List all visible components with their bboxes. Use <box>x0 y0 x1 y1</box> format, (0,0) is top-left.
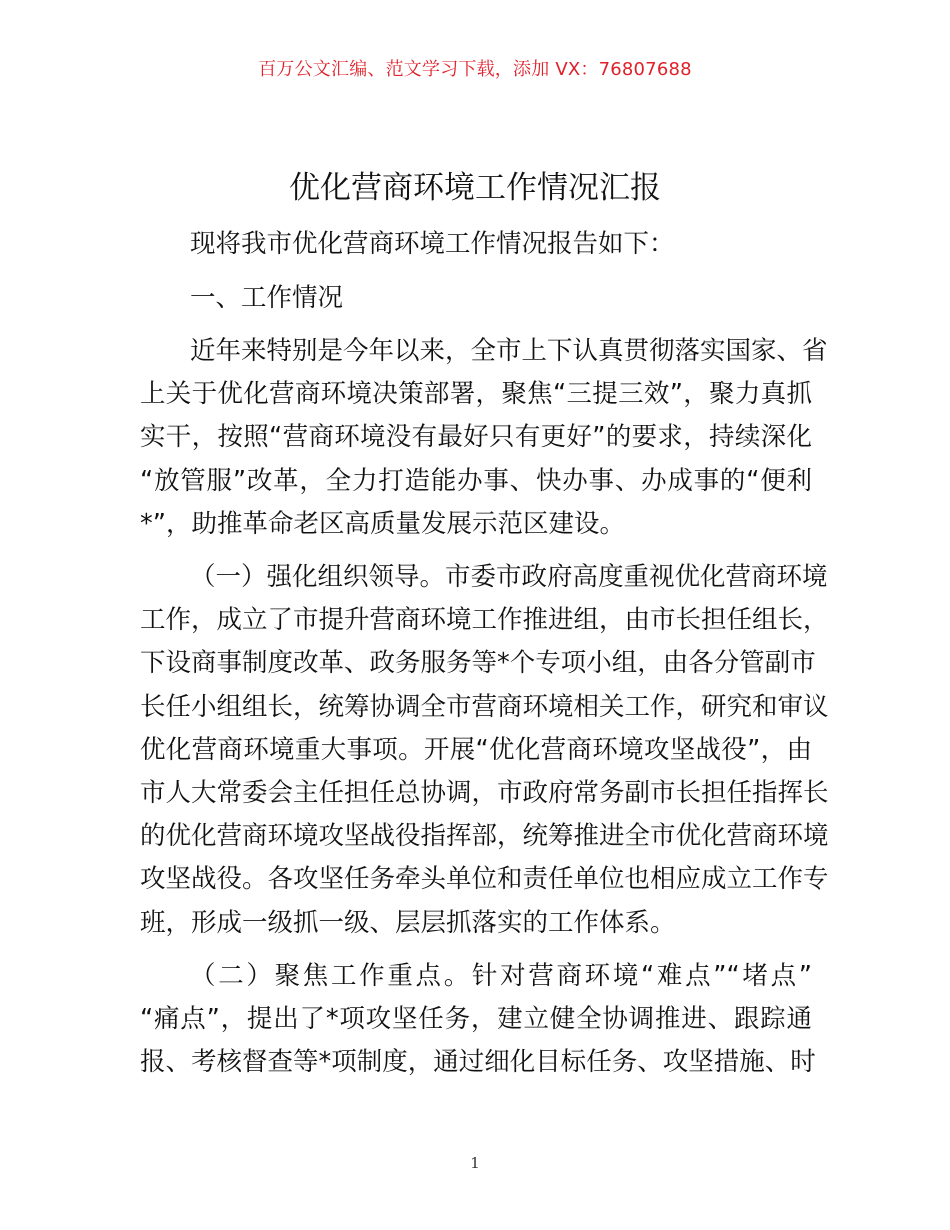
paragraph-line: 近年来特别是今年以来，全市上下认真贯彻落实国家、省 <box>190 336 828 366</box>
paragraph-line: 市人大常委会主任担任总协调，市政府常务副市长担任指挥长 <box>140 777 829 808</box>
paragraph-line: “放管服”改革，全力打造能办事、快办事、办成事的“便利 <box>140 465 812 496</box>
paragraph-3 <box>140 955 816 1085</box>
paragraph-line: 实干，按照“营商环境没有最好只有更好”的要求，持续深化 <box>140 422 812 453</box>
paragraph-2 <box>140 556 829 945</box>
paragraph-line: （二）聚焦工作重点。针对营商环境“难点”“堵点” <box>190 961 812 991</box>
paragraph-line: 的优化营商环境攻坚战役指挥部，统筹推进全市优化营商环境 <box>140 821 829 852</box>
paragraph-line: 报、考核督查等*项制度，通过细化目标任务、攻坚措施、时 <box>140 1047 816 1078</box>
paragraph-line: 上关于优化营商环境决策部署，聚焦“三提三效”，聚力真抓 <box>140 379 812 410</box>
header-watermark-note: 百万公文汇编、范文学习下载，添加 VX：76807688 <box>258 59 692 80</box>
paragraph-line: *”，助推革命老区高质量发展示范区建设。 <box>140 508 625 539</box>
paragraph-1 <box>140 330 828 546</box>
paragraph-line: “痛点”，提出了*项攻坚任务，建立健全协调推进、跟踪通 <box>140 1004 812 1035</box>
document-title: 优化营商环境工作情况汇报 <box>289 170 661 206</box>
page-number: 1 <box>470 1154 480 1172</box>
paragraph-line: 工作，成立了市提升营商环境工作推进组，由市长担任组长， <box>140 605 829 636</box>
paragraph-line: 攻坚战役。各攻坚任务牵头单位和责任单位也相应成立工作专 <box>140 864 829 895</box>
section-heading: 一、工作情况 <box>190 283 344 313</box>
paragraph-line: 班，形成一级抓一级、层层抓落实的工作体系。 <box>140 907 676 938</box>
paragraph-line: 长任小组组长，统筹协调全市营商环境相关工作，研究和审议 <box>140 691 829 722</box>
paragraph-line: 优化营商环境重大事项。开展“优化营商环境攻坚战役”，由 <box>140 734 812 765</box>
intro-sentence: 现将我市优化营商环境工作情况报告如下： <box>190 229 675 259</box>
paragraph-line: 下设商事制度改革、政务服务等*个专项小组，由各分管副市 <box>140 648 816 679</box>
paragraph-line: （一）强化组织领导。市委市政府高度重视优化营商环境 <box>190 562 828 592</box>
